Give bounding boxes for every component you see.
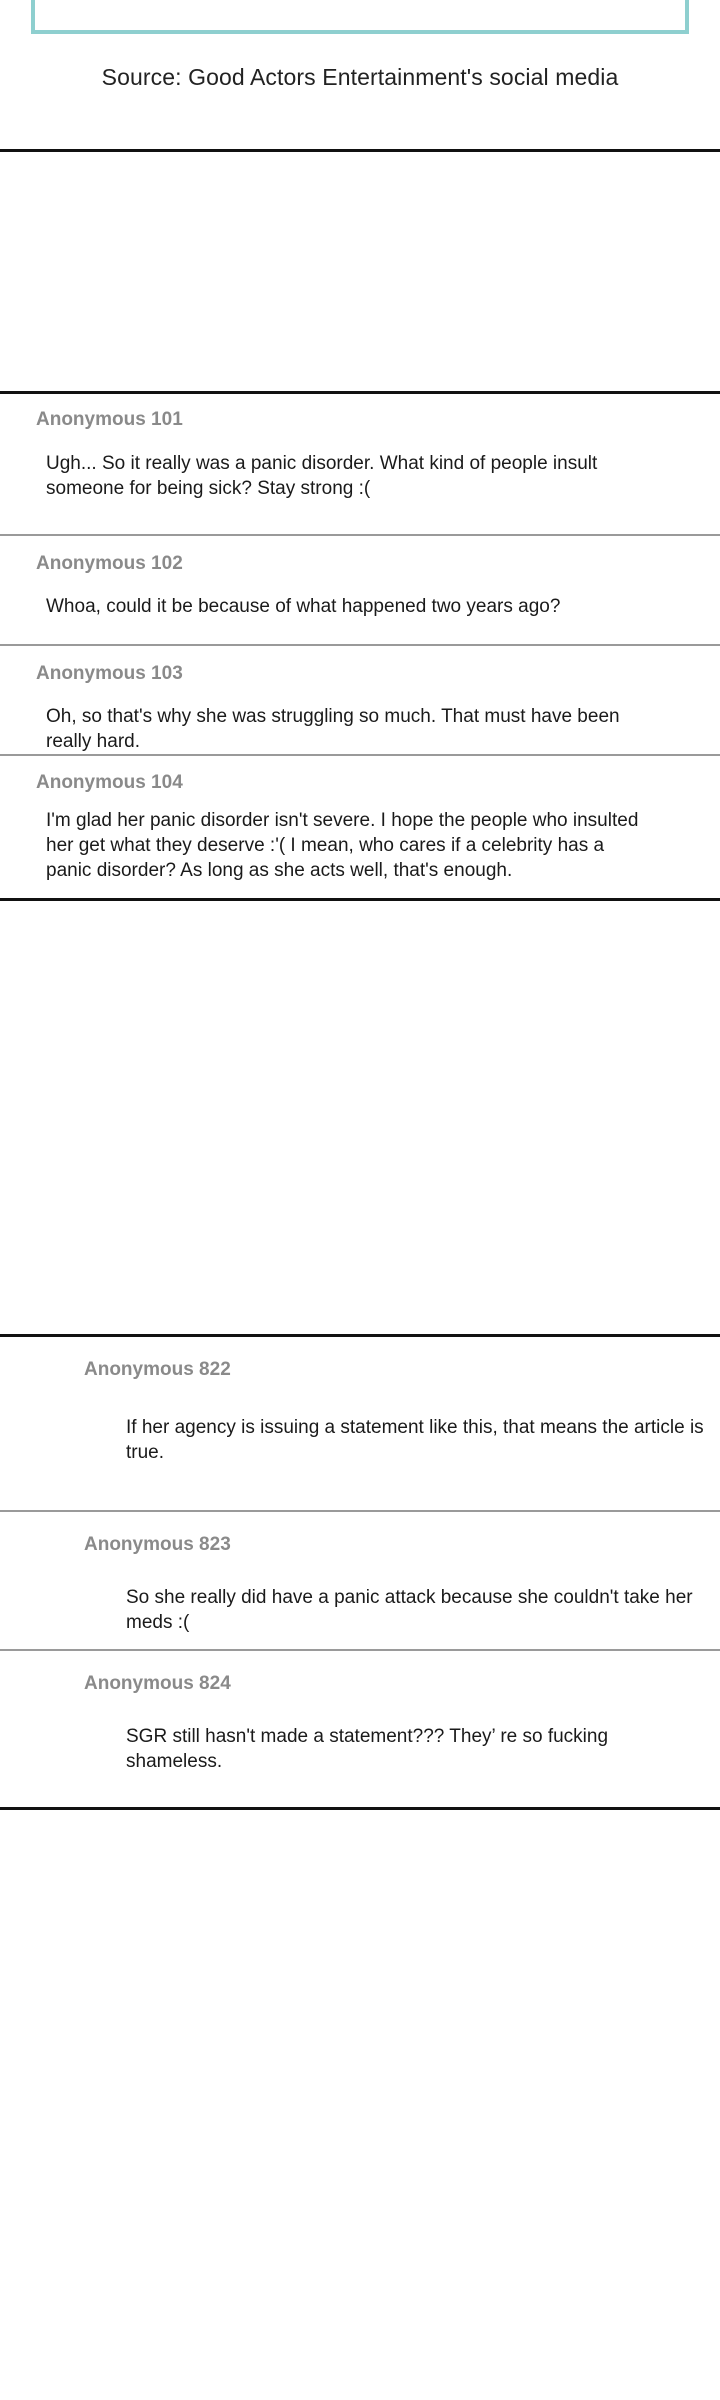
comment-author: Anonymous 824 <box>84 1673 231 1694</box>
thread-bottom-border <box>0 898 720 901</box>
comment-author: Anonymous 101 <box>36 409 183 430</box>
comment-text: Ugh... So it really was a panic disorder. What kind of people insult someone for being sick? Stay strong :( <box>46 453 598 499</box>
comment-author: Anonymous 823 <box>84 1534 231 1555</box>
comment-text: I'm glad her panic disorder isn't severe. I hope the people who insulted her get what they deserve :'( I mean, who cares if a celebrity has a panic disorder? As long as she acts well, that's enough. <box>46 810 639 881</box>
comment-divider <box>0 1510 720 1512</box>
thread-top-border <box>0 1334 720 1337</box>
thread-top-border <box>0 391 720 394</box>
comment-divider <box>0 754 720 756</box>
comment-author: Anonymous 104 <box>36 772 183 793</box>
comment-text: Oh, so that's why she was struggling so much. That must have been really hard. <box>46 706 620 752</box>
comment-divider <box>0 644 720 646</box>
comment-text: SGR still hasn't made a statement??? They’ re so fucking shameless. <box>126 1726 609 1772</box>
comment-author: Anonymous 102 <box>36 553 183 574</box>
comment-text: Whoa, could it be because of what happened two years ago? <box>46 596 561 617</box>
comment-author: Anonymous 103 <box>36 663 183 684</box>
comment-author: Anonymous 822 <box>84 1359 231 1380</box>
section-divider <box>0 149 720 152</box>
comment-divider <box>0 534 720 536</box>
comment-text: If her agency is issuing a statement like this, that means the article is true. <box>126 1417 704 1463</box>
thread-bottom-border <box>0 1807 720 1810</box>
comment-text: So she really did have a panic attack because she couldn't take her meds :( <box>126 1587 693 1633</box>
comment-divider <box>0 1649 720 1651</box>
source-caption: Source: Good Actors Entertainment's social media <box>101 64 619 90</box>
image-frame-border <box>31 0 689 34</box>
